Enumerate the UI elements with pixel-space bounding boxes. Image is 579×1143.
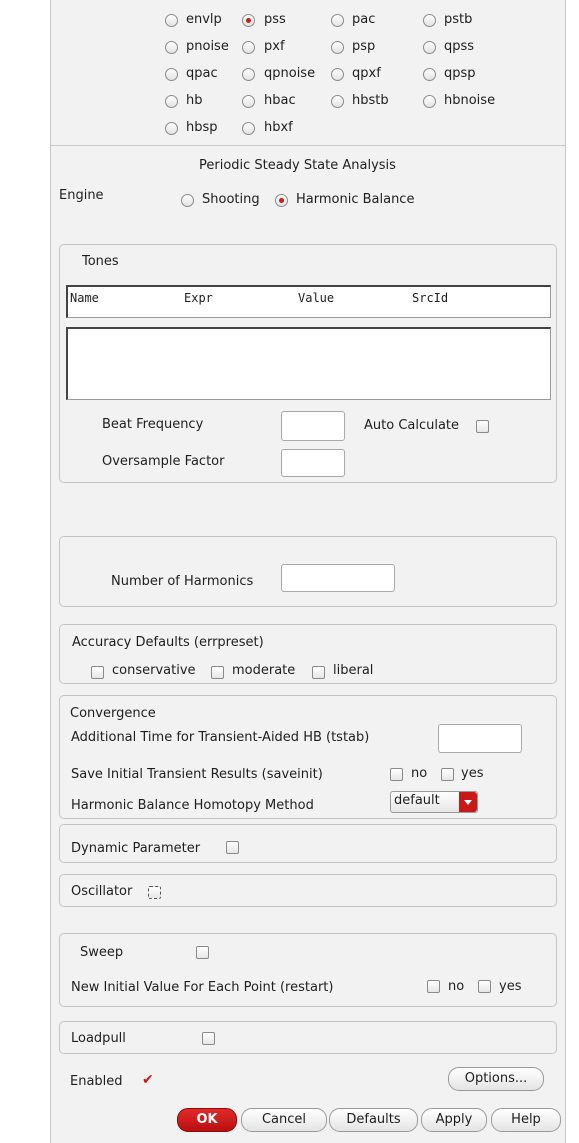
radio-hbac[interactable] <box>242 95 255 108</box>
oversample-factor-label: Oversample Factor <box>102 454 225 469</box>
saveinit-no-label: no <box>411 766 428 781</box>
dynamic-parameter-label: Dynamic Parameter <box>71 841 201 856</box>
column-header-srcid: SrcId <box>412 291 449 305</box>
saveinit-label: Save Initial Transient Results (saveinit) <box>71 767 323 782</box>
moderate-label: moderate <box>232 663 296 678</box>
label-pac: pac <box>352 12 376 27</box>
restart-yes-checkbox[interactable] <box>478 980 491 993</box>
number-of-harmonics-input[interactable] <box>281 564 395 592</box>
radio-pnoise[interactable] <box>165 41 178 54</box>
conservative-label: conservative <box>112 663 196 678</box>
auto-calculate-label: Auto Calculate <box>364 418 460 433</box>
radio-hbxf[interactable] <box>242 122 255 135</box>
analysis-form-panel <box>50 0 566 1143</box>
ok-button[interactable]: OK <box>177 1108 237 1132</box>
dynamic-parameter-checkbox[interactable] <box>226 841 239 854</box>
engine-harmonic-balance-radio[interactable] <box>275 194 288 207</box>
loadpull-group <box>59 1021 557 1054</box>
column-header-value: Value <box>298 291 335 305</box>
engine-label: Engine <box>59 188 104 203</box>
label-hb: hb <box>186 93 203 108</box>
tones-table-body[interactable] <box>66 327 551 400</box>
tones-title: Tones <box>82 254 119 269</box>
tstab-input[interactable] <box>438 724 522 753</box>
convergence-title: Convergence <box>70 706 156 721</box>
label-qpsp: qpsp <box>444 66 476 81</box>
column-header-name: Name <box>70 291 99 305</box>
saveinit-yes-label: yes <box>461 766 484 781</box>
restart-label: New Initial Value For Each Point (restart) <box>71 980 334 995</box>
label-psp: psp <box>352 39 376 54</box>
label-hbac: hbac <box>264 93 296 108</box>
loadpull-checkbox[interactable] <box>202 1032 215 1045</box>
tones-table-header <box>66 285 551 318</box>
oscillator-checkbox[interactable] <box>148 886 161 899</box>
enabled-checkbox[interactable] <box>142 1075 153 1086</box>
radio-hb[interactable] <box>165 95 178 108</box>
oscillator-group <box>59 874 557 907</box>
options-button[interactable]: Options... <box>448 1067 544 1091</box>
label-hbnoise: hbnoise <box>444 93 496 108</box>
chevron-down-icon <box>459 792 477 812</box>
radio-qpss[interactable] <box>423 41 436 54</box>
radio-psp[interactable] <box>331 41 344 54</box>
label-pxf: pxf <box>264 39 285 54</box>
defaults-button[interactable]: Defaults <box>329 1108 418 1132</box>
radio-qpac[interactable] <box>165 68 178 81</box>
homotopy-label: Harmonic Balance Homotopy Method <box>71 798 314 813</box>
cancel-button[interactable]: Cancel <box>241 1108 327 1132</box>
homotopy-select[interactable] <box>390 791 478 813</box>
radio-hbstb[interactable] <box>331 95 344 108</box>
sweep-label: Sweep <box>80 945 124 960</box>
restart-no-checkbox[interactable] <box>427 980 440 993</box>
label-pstb: pstb <box>444 12 473 27</box>
tones-group <box>59 244 557 483</box>
radio-envlp[interactable] <box>165 14 178 27</box>
loadpull-label: Loadpull <box>71 1031 126 1046</box>
label-pss: pss <box>264 12 286 27</box>
radio-hbsp[interactable] <box>165 122 178 135</box>
number-of-harmonics-label: Number of Harmonics <box>111 574 254 589</box>
engine-shooting-radio[interactable] <box>181 194 194 207</box>
oversample-factor-input[interactable] <box>281 449 345 477</box>
radio-pss[interactable] <box>242 14 255 27</box>
convergence-group <box>59 695 557 819</box>
analysis-type-grid <box>51 0 565 140</box>
label-envlp: envlp <box>186 12 222 27</box>
radio-qpxf[interactable] <box>331 68 344 81</box>
liberal-label: liberal <box>333 663 374 678</box>
beat-frequency-label: Beat Frequency <box>102 417 204 432</box>
label-qpac: qpac <box>186 66 218 81</box>
liberal-checkbox[interactable] <box>312 666 325 679</box>
restart-no-label: no <box>448 979 465 994</box>
section-title: Periodic Steady State Analysis <box>199 158 396 173</box>
label-qpxf: qpxf <box>352 66 381 81</box>
moderate-checkbox[interactable] <box>211 666 224 679</box>
conservative-checkbox[interactable] <box>91 666 104 679</box>
enabled-label: Enabled <box>70 1074 123 1089</box>
radio-pac[interactable] <box>331 14 344 27</box>
engine-harmonic-balance-label: Harmonic Balance <box>296 192 415 207</box>
accuracy-group <box>59 624 557 684</box>
saveinit-yes-checkbox[interactable] <box>441 768 454 781</box>
restart-yes-label: yes <box>499 979 522 994</box>
radio-qpnoise[interactable] <box>242 68 255 81</box>
label-pnoise: pnoise <box>186 39 229 54</box>
radio-pstb[interactable] <box>423 14 436 27</box>
label-hbxf: hbxf <box>264 120 293 135</box>
sweep-group <box>59 933 557 1007</box>
radio-qpsp[interactable] <box>423 68 436 81</box>
accuracy-title: Accuracy Defaults (errpreset) <box>72 635 264 650</box>
auto-calculate-checkbox[interactable] <box>476 420 489 433</box>
column-header-expr: Expr <box>184 291 213 305</box>
tstab-label: Additional Time for Transient-Aided HB (tstab) <box>71 730 370 745</box>
engine-shooting-label: Shooting <box>202 192 260 207</box>
label-qpnoise: qpnoise <box>264 66 316 81</box>
homotopy-selected-value: default <box>394 793 440 808</box>
saveinit-no-checkbox[interactable] <box>390 768 403 781</box>
radio-pxf[interactable] <box>242 41 255 54</box>
sweep-checkbox[interactable] <box>196 946 209 959</box>
label-hbsp: hbsp <box>186 120 218 135</box>
label-hbstb: hbstb <box>352 93 389 108</box>
dynamic-parameter-group <box>59 824 557 863</box>
radio-hbnoise[interactable] <box>423 95 436 108</box>
beat-frequency-input[interactable] <box>281 411 345 441</box>
harmonics-group <box>59 536 557 607</box>
separator <box>51 145 565 146</box>
help-button[interactable]: Help <box>491 1108 561 1132</box>
label-qpss: qpss <box>444 39 475 54</box>
oscillator-label: Oscillator <box>71 884 133 899</box>
apply-button[interactable]: Apply <box>421 1108 487 1132</box>
